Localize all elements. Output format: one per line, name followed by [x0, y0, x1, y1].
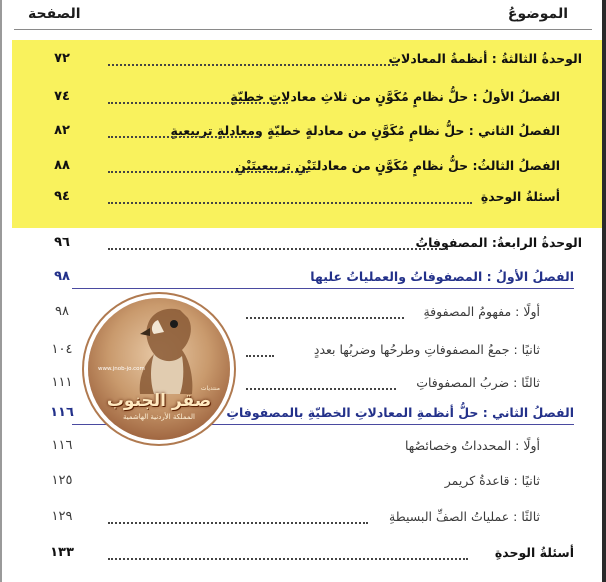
- toc-row-unit-3[interactable]: [22, 48, 590, 70]
- toc-page-number: ١٢٥: [51, 473, 73, 488]
- toc-title: أولًا : مفهومُ المصفوفةِ: [423, 304, 540, 319]
- toc-page-number: ٧٤: [54, 89, 70, 104]
- toc-page-number: ٩٨: [54, 269, 70, 284]
- toc-title: أسئلةُ الوحدةِ: [480, 189, 560, 204]
- toc-page-number: ١١٦: [50, 405, 74, 420]
- leader-dots: [246, 376, 396, 390]
- toc-title: الفصلُ الأولُ : المصفوفاتُ والعملياتُ عليها: [310, 269, 574, 284]
- header-divider: [14, 29, 592, 30]
- toc-page-number: ٩٦: [54, 235, 70, 250]
- toc-row-unit-questions[interactable]: [22, 542, 590, 564]
- toc-page-number: ٧٢: [54, 51, 70, 66]
- leader-dots: [108, 190, 472, 204]
- toc-title: أسئلةُ الوحدةِ: [494, 545, 574, 560]
- toc-title: الفصلُ الثاني : حلُّ أنظمةِ المعادلاتِ الخطيّةِ بالمصفوفاتِ: [226, 405, 574, 420]
- toc-row-chapter[interactable]: [22, 155, 590, 177]
- toc-row-chapter[interactable]: [22, 120, 590, 142]
- leader-dots: [108, 52, 398, 66]
- toc-title: الوحدةُ الثالثةُ : أنظمةُ المعادلاتِ: [388, 51, 582, 66]
- toc-page-number: ١٠٤: [51, 342, 73, 357]
- column-header-page: الصفحة: [28, 6, 81, 22]
- leader-dots: [246, 343, 274, 357]
- leader-dots: [108, 546, 468, 560]
- watermark-forum-label: منتديات: [200, 385, 220, 392]
- watermark-subtitle: المملكة الأردنية الهاشمية: [122, 413, 196, 421]
- watermark-title: صقر الجنوب: [106, 391, 212, 411]
- toc-row-section[interactable]: [22, 506, 590, 528]
- toc-row-unit-4[interactable]: [22, 232, 590, 254]
- toc-page-number: ٨٢: [54, 123, 70, 138]
- leader-dots: [108, 159, 308, 173]
- toc-row-section[interactable]: [22, 470, 590, 492]
- toc-page-number: ١١١: [51, 375, 73, 390]
- watermark-url: www.jnob-jo.com: [98, 366, 145, 372]
- toc-page-number: ٩٨: [55, 304, 69, 319]
- chapter-underline: [72, 288, 574, 289]
- toc-title: الفصلُ الثاني : حلُّ نظامٍ مُكَوَّنٍ من معادلةٍ خطيّةٍ ومعادلةٍ تربيعيةٍ: [170, 123, 560, 138]
- leader-dots: [108, 236, 448, 250]
- leader-dots: [108, 510, 368, 524]
- toc-row-chapter[interactable]: [22, 86, 590, 108]
- leader-dots: [108, 90, 288, 104]
- forum-watermark-badge: [88, 298, 230, 440]
- toc-title: الفصلُ الأولُ : حلُّ نظامٍ مُكَوَّنٍ من ثلاثِ معادلاتٍ خطيّةٍ: [230, 89, 560, 104]
- toc-page-number: ١١٦: [51, 438, 73, 453]
- toc-page-number: ١٢٩: [51, 509, 73, 524]
- toc-title: ثانيًا : قاعدةُ كريمر: [444, 473, 540, 488]
- toc-title: ثانيًا : جمعُ المصفوفاتِ وطرحُها وضربُها بعددٍ: [313, 342, 540, 357]
- toc-title: ثالثًا : عملياتُ الصفِّ البسيطةِ: [389, 509, 540, 524]
- toc-title: ثالثًا : ضربُ المصفوفاتِ: [416, 375, 540, 390]
- toc-title: أولًا : المحدداتُ وخصائصُها: [404, 438, 540, 453]
- toc-title: الوحدةُ الرابعةُ: المصفوفاتُ: [415, 235, 582, 250]
- leader-dots: [246, 305, 404, 319]
- toc-page-number: ٩٤: [54, 189, 70, 204]
- leader-dots: [108, 124, 260, 138]
- page-right-edge: [602, 0, 606, 582]
- toc-row-unit-questions[interactable]: [22, 186, 590, 208]
- toc-row-chapter[interactable]: [22, 266, 590, 288]
- column-header-topic: الموضوعُ: [507, 6, 568, 22]
- page-left-edge: [0, 0, 2, 582]
- toc-page-number: ٨٨: [54, 158, 70, 173]
- toc-page-number: ١٣٣: [50, 545, 74, 560]
- toc-title: الفصلُ الثالثُ: حلُّ نظامٍ مُكَوَّنٍ من معادلتَيْنِ تربيعيتَيْنِ: [235, 158, 560, 173]
